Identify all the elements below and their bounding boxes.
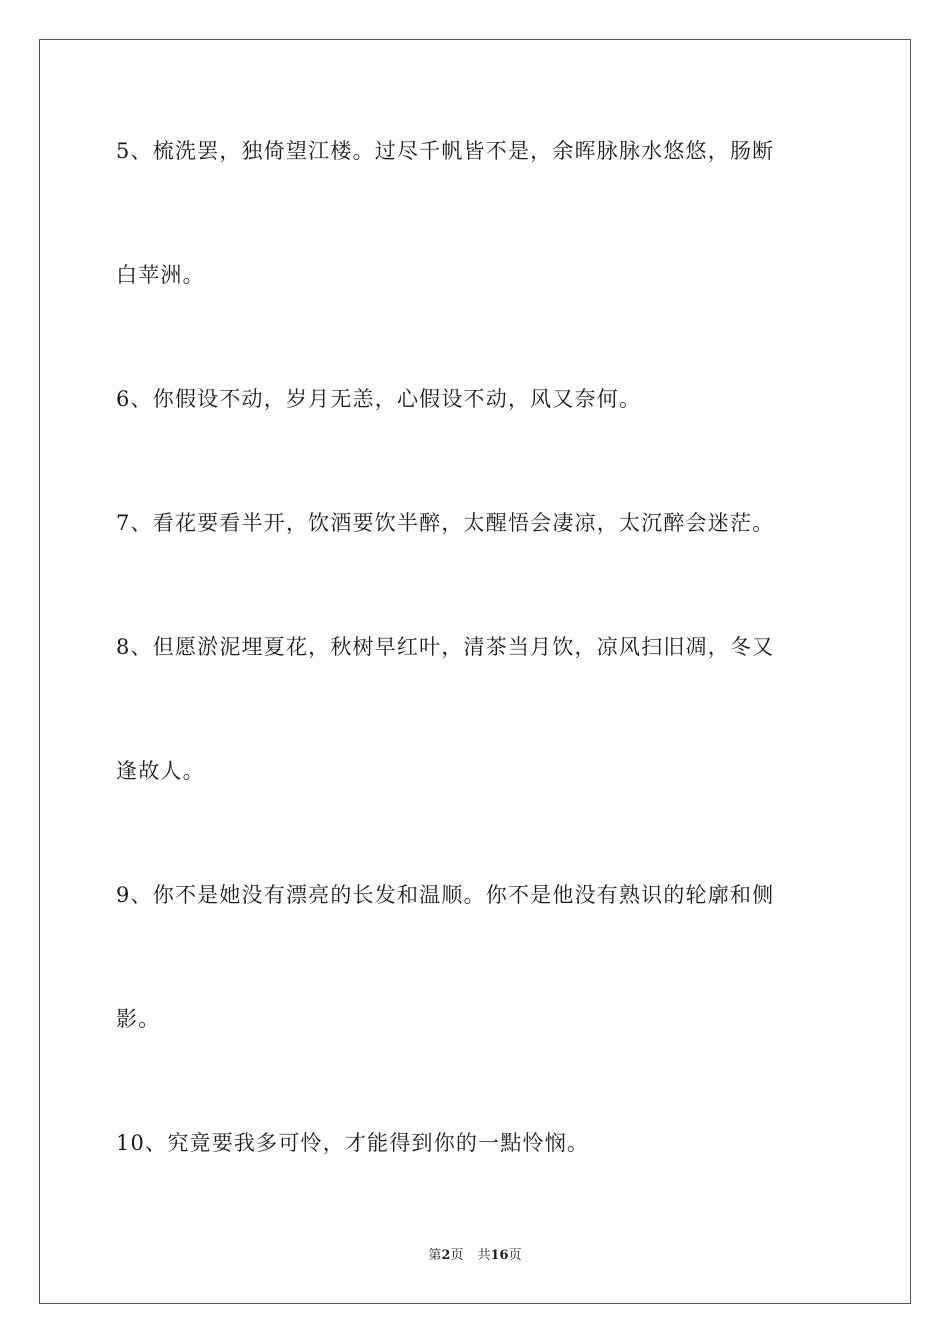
text-line-6: 逢故人。 [116, 759, 205, 783]
text-line-5: 8、但愿淤泥埋夏花，秋树早红叶，清茶当月饮，凉风扫旧凋，冬又 [116, 635, 775, 659]
total-pages: 16 [490, 1248, 509, 1263]
page-label-suffix: 页 [450, 1248, 464, 1263]
text-line-1: 5、梳洗罢，独倚望江楼。过尽千帆皆不是，余晖脉脉水悠悠，肠断 [116, 139, 775, 163]
page-number: 2 [441, 1248, 451, 1263]
text-line-7: 9、你不是她没有漂亮的长发和温顺。你不是他没有熟识的轮廓和侧 [116, 883, 775, 907]
text-line-3: 6、你假设不动，岁月无恙，心假设不动，风又奈何。 [116, 387, 642, 411]
page-footer [0, 1247, 950, 1265]
text-line-9: 10、究竟要我多可怜，才能得到你的一點怜悯。 [116, 1131, 590, 1155]
page-border [39, 39, 911, 1304]
text-line-4: 7、看花要看半开，饮酒要饮半醉，太醒悟会凄凉，太沉醉会迷茫。 [116, 511, 775, 535]
total-label-prefix: 共 [477, 1248, 491, 1263]
total-label-suffix: 页 [508, 1248, 522, 1263]
text-line-8: 影。 [116, 1007, 161, 1031]
text-line-2: 白苹洲。 [116, 263, 205, 287]
page-label-prefix: 第 [428, 1248, 442, 1263]
